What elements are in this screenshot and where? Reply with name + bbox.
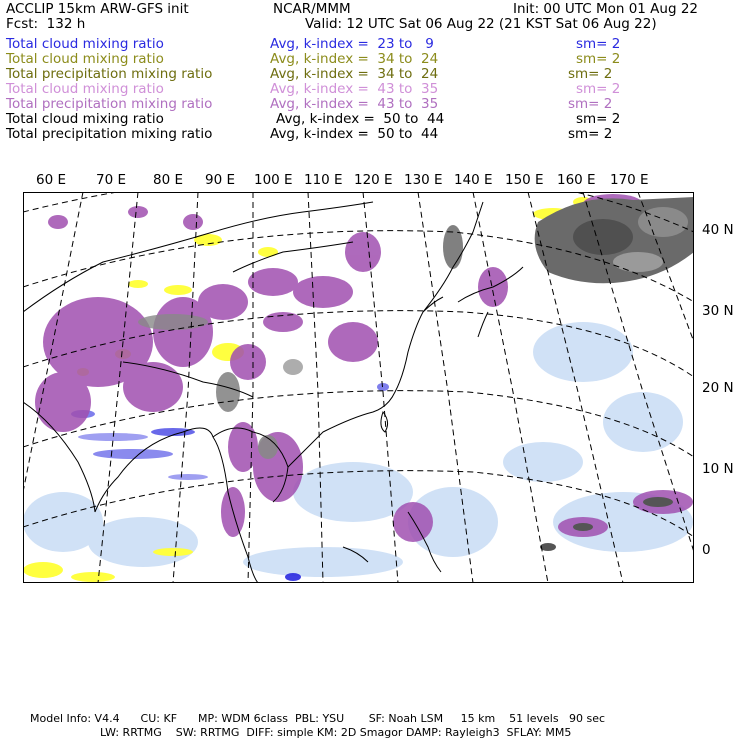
- field-row: [6, 36, 731, 51]
- latitude-label: 10 N: [702, 461, 734, 477]
- longitude-label: 140 E: [454, 172, 493, 188]
- longitude-label: 80 E: [153, 172, 183, 188]
- field-row: [6, 81, 731, 96]
- field-name: Total precipitation mixing ratio: [6, 126, 213, 142]
- field-smoothing: sm= 2: [576, 81, 621, 97]
- model-title: ACCLIP 15km ARW-GFS init: [6, 1, 189, 17]
- field-row: [6, 66, 731, 81]
- field-smoothing: sm= 2: [568, 96, 613, 112]
- longitude-label: 110 E: [304, 172, 343, 188]
- field-row: [6, 51, 731, 66]
- field-stat: Avg, k-index = 43 to 35: [270, 81, 439, 97]
- longitude-label: 90 E: [205, 172, 235, 188]
- model-info-line: Model Info: V4.4 CU: KF MP: WDM 6class PBL: YSU SF: Noah LSM 15 km 51 levels 90 sec: [30, 712, 606, 725]
- longitude-label: 130 E: [404, 172, 443, 188]
- longitude-label: 160 E: [557, 172, 596, 188]
- latitude-label: 20 N: [702, 380, 734, 396]
- field-row: [6, 111, 731, 126]
- forecast-hour: Fcst: 132 h: [6, 16, 86, 32]
- field-name: Total precipitation mixing ratio: [6, 66, 213, 82]
- forecast-map: [23, 192, 694, 583]
- init-time: Init: 00 UTC Mon 01 Aug 22: [513, 1, 698, 17]
- field-smoothing: sm= 2: [576, 51, 621, 67]
- field-smoothing: sm= 2: [568, 66, 613, 82]
- longitude-label: 60 E: [36, 172, 66, 188]
- longitude-label: 150 E: [505, 172, 544, 188]
- valid-time: Valid: 12 UTC Sat 06 Aug 22 (21 KST Sat 06 Aug 22): [305, 16, 657, 32]
- field-name: Total precipitation mixing ratio: [6, 96, 213, 112]
- field-stat: Avg, k-index = 34 to 24: [270, 66, 439, 82]
- field-smoothing: sm= 2: [568, 126, 613, 142]
- field-stat: Avg, k-index = 50 to 44: [270, 126, 439, 142]
- longitude-label: 170 E: [610, 172, 649, 188]
- physics-info-line: LW: RRTMG SW: RRTMG DIFF: simple KM: 2D Smagor DAMP: Rayleigh3 SFLAY: MM5: [100, 726, 572, 739]
- latitude-label: 30 N: [702, 303, 734, 319]
- field-name: Total cloud mixing ratio: [6, 51, 164, 67]
- field-name: Total cloud mixing ratio: [6, 36, 164, 52]
- field-name: Total cloud mixing ratio: [6, 81, 164, 97]
- field-stat: Avg, k-index = 23 to 9: [270, 36, 434, 52]
- field-row: [6, 126, 731, 141]
- longitude-label: 120 E: [354, 172, 393, 188]
- field-smoothing: sm= 2: [576, 111, 621, 127]
- latitude-label: 0: [702, 542, 711, 558]
- longitude-label: 100 E: [254, 172, 293, 188]
- longitude-label: 70 E: [96, 172, 126, 188]
- field-row: [6, 96, 731, 111]
- organization-label: NCAR/MMM: [273, 1, 351, 17]
- field-stat: Avg, k-index = 43 to 35: [270, 96, 439, 112]
- field-name: Total cloud mixing ratio: [6, 111, 164, 127]
- latitude-label: 40 N: [702, 222, 734, 238]
- field-stat: Avg, k-index = 34 to 24: [270, 51, 439, 67]
- field-stat: Avg, k-index = 50 to 44: [276, 111, 445, 127]
- field-smoothing: sm= 2: [576, 36, 621, 52]
